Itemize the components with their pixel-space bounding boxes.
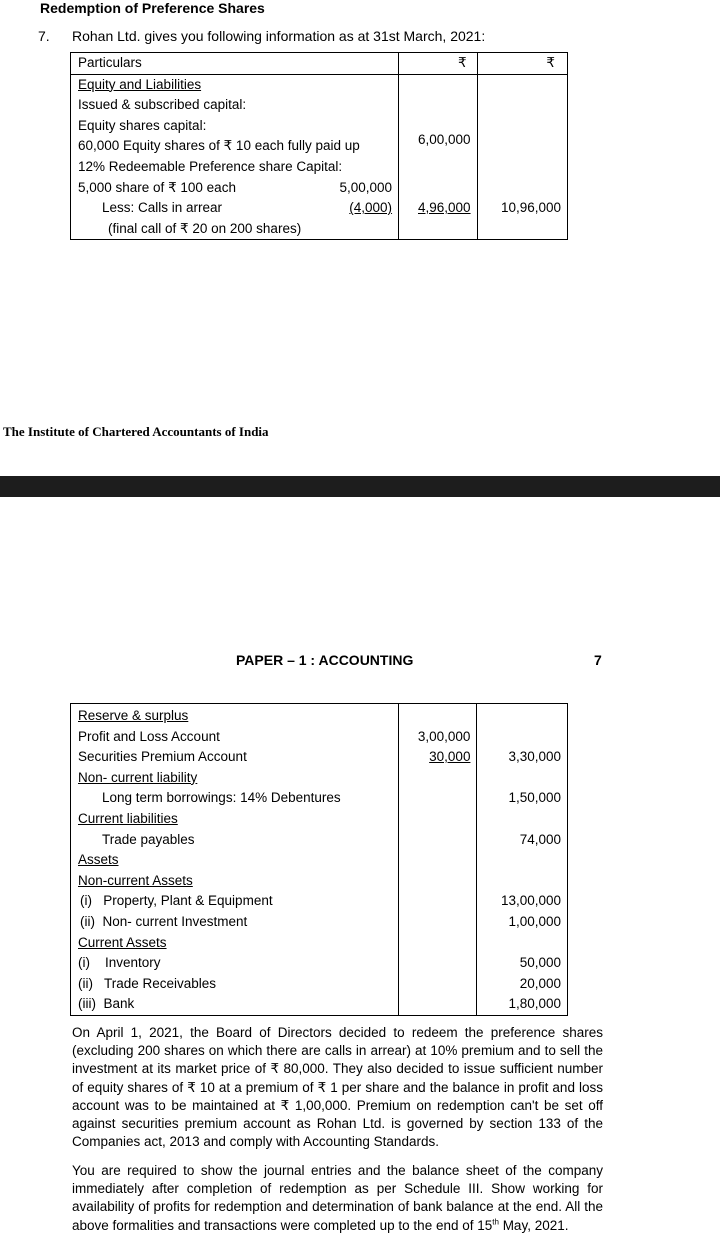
amount-cell: 1,00,000 <box>508 913 561 929</box>
amount-cell: 30,000 <box>429 749 471 765</box>
table-body <box>71 74 568 240</box>
table-row: Securities Premium Account <box>78 749 247 765</box>
table-row: Trade payables <box>102 831 195 847</box>
page-number: 7 <box>594 652 602 668</box>
table-row: Profit and Loss Account <box>78 728 220 744</box>
table-row: 12% Redeemable Preference share Capital: <box>78 158 343 174</box>
problem-paragraph-2: You are required to show the journal entries and the balance sheet of the company immediately after completion of redemption as per Schedule III. Show working for availability of profits for redemption and determination of bank balance at the end. All the above formalities and transactions were completed up to the end of 15th May, 2021. <box>72 1163 603 1233</box>
amount-cell: 1,80,000 <box>508 996 561 1012</box>
amount-cell: 13,00,000 <box>500 893 561 909</box>
paper-title: PAPER – 1 : ACCOUNTING <box>236 652 414 668</box>
table-row: Non-current Assets <box>78 872 193 888</box>
table-row: (i) Property, Plant & Equipment <box>80 893 273 909</box>
amount-cell: 1,50,000 <box>508 790 561 806</box>
table-row: (iii) Bank <box>78 996 135 1012</box>
balance-sheet-table-part1 <box>70 52 568 240</box>
header-amount-2: ₹ <box>546 55 555 70</box>
table-row: Current liabilities <box>78 810 178 826</box>
amount-cell: 4,96,000 <box>418 200 471 216</box>
page-separator <box>0 476 720 497</box>
table-header-row <box>71 53 568 75</box>
row-label: Less: Calls in arrear <box>102 200 223 216</box>
table-row: Equity and Liabilities <box>78 76 202 92</box>
problem-paragraph-1: On April 1, 2021, the Board of Directors decided to redeem the preference shares (excluding 200 shares on which there are calls in arrear) at 10% premium and to sell the investment at its market price of ₹ 80,000. They also decided to issue sufficient number of equity shares of ₹ 10 at a premium of ₹ 1 per share and the balance in profit and loss account was to be maintained at ₹ 1,00,000. Premium on redemption can't be set off against securities premium account as Rohan Ltd. is governed by section 133 of the Companies act, 2013 and comply with Accounting Standards. <box>72 1025 603 1150</box>
table-row: (ii) Trade Receivables <box>78 975 217 991</box>
header-amount-1: ₹ <box>457 55 467 70</box>
table-row: Equity shares capital: <box>78 117 207 133</box>
amount-cell: 74,000 <box>519 831 561 847</box>
table-row: Assets <box>78 852 119 868</box>
table-row: 60,000 Equity shares of ₹ 10 each fully paid up <box>78 138 360 154</box>
amount-cell: 3,30,000 <box>508 749 561 765</box>
table-row <box>71 198 398 219</box>
amount-cell: 6,00,000 <box>418 132 471 148</box>
row-label: 5,000 share of ₹ 100 each <box>78 179 236 195</box>
table-row: Non- current liability <box>78 769 198 785</box>
question-number: 7. <box>38 28 50 44</box>
table-body <box>71 704 568 1016</box>
table-row: (ii) Non- current Investment <box>80 913 248 929</box>
amount-cell: 50,000 <box>519 955 561 971</box>
balance-sheet-table-part2 <box>70 703 568 1016</box>
table-row: Long term borrowings: 14% Debentures <box>102 790 341 806</box>
sub-amount: (4,000) <box>349 200 393 216</box>
table-row <box>71 178 398 199</box>
amount-cell: 20,000 <box>519 975 561 991</box>
table-row: (final call of ₹ 20 on 200 shares) <box>108 220 302 236</box>
sub-amount: 5,00,000 <box>339 179 393 195</box>
institute-footer: The Institute of Chartered Accountants of India <box>3 424 269 439</box>
table-row: (i) Inventory <box>78 955 161 971</box>
table-row: Issued & subscribed capital: <box>78 97 247 113</box>
header-particulars: Particulars <box>78 55 142 70</box>
table-row: Current Assets <box>78 934 167 950</box>
table-row: Reserve & surplus <box>78 708 189 723</box>
amount-cell: 3,00,000 <box>417 728 471 744</box>
question-text: Rohan Ltd. gives you following information as at 31st March, 2021: <box>72 28 486 44</box>
section-heading: Redemption of Preference Shares <box>40 0 265 16</box>
amount-cell: 10,96,000 <box>500 200 561 216</box>
